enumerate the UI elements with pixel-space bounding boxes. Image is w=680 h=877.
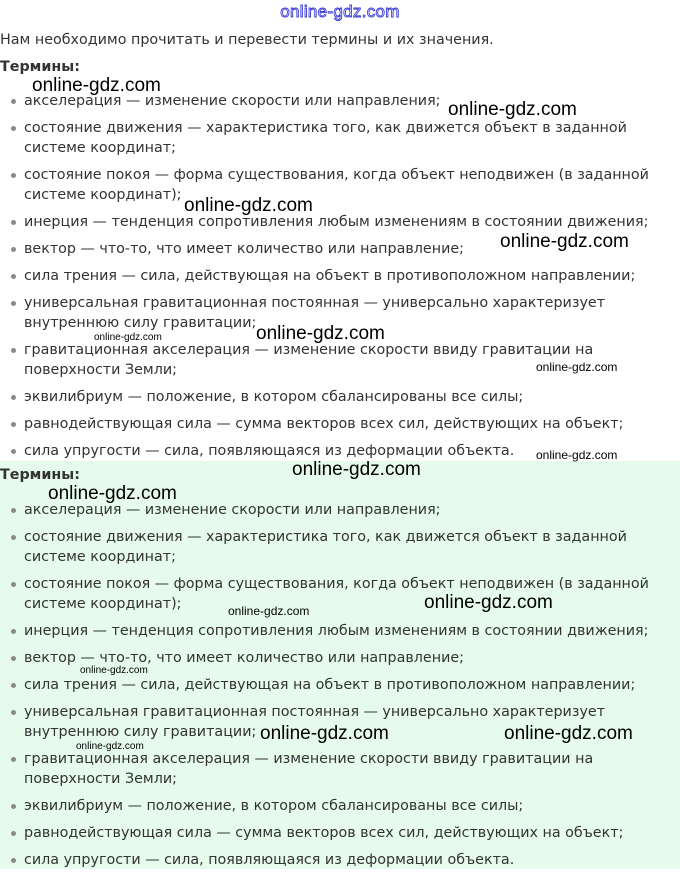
watermark: online-gdz.com (76, 741, 144, 752)
term-text: гравитационная акселерация — изменение скорости ввиду гравитации на поверхности Земли; (24, 342, 594, 378)
term-text: эквилибриум — положение, в котором сбалансированы все силы; (24, 798, 524, 814)
bullet-dot-icon (11, 757, 16, 762)
term-text: равнодействующая сила — сумма векторов всех сил, действующих на объект; (24, 416, 624, 432)
bullet-dot-icon (11, 858, 16, 863)
term-text: акселерация — изменение скорости или направления; (24, 93, 441, 109)
intro-text: Нам необходимо прочитать и перевести термины и их значения. (0, 32, 494, 48)
terms-label-1: Термины: (0, 59, 80, 75)
bullet-dot-icon (11, 301, 16, 306)
term-item (0, 387, 680, 407)
term-text: акселерация — изменение скорости или направления; (24, 502, 441, 518)
term-text: вектор — что-то, что имеет количество или направление; (24, 241, 464, 257)
watermark: online-gdz.com (448, 99, 577, 120)
watermark: online-gdz.com (184, 195, 313, 216)
term-item (0, 441, 680, 461)
terms-list-2 (0, 500, 680, 877)
term-text: сила упругости — сила, появляющаяся из деформации объекта. (24, 852, 515, 868)
bullet-dot-icon (11, 274, 16, 279)
watermark: online-gdz.com (504, 723, 633, 744)
term-text: сила трения — сила, действующая на объект в противоположном направлении; (24, 677, 636, 693)
bullet-dot-icon (11, 831, 16, 836)
watermark: online-gdz.com (500, 231, 629, 252)
watermark: online-gdz.com (260, 723, 389, 744)
term-text: сила упругости — сила, появляющаяся из деформации объекта. (24, 443, 515, 459)
term-text: универсальная гравитационная постоянная — универсально характеризует внутреннюю силу гравитации; (24, 704, 606, 740)
term-text: состояние движения — характеристика того, как движется объект в заданной системе координат; (24, 529, 627, 565)
term-item (0, 165, 680, 205)
term-item (0, 414, 680, 434)
term-item (0, 702, 680, 742)
term-item (0, 212, 680, 232)
watermark: online-gdz.com (32, 75, 161, 96)
bullet-dot-icon (11, 804, 16, 809)
term-item (0, 749, 680, 789)
bullet-dot-icon (11, 508, 16, 513)
bullet-dot-icon (11, 449, 16, 454)
watermark: online-gdz.com (48, 483, 177, 504)
term-text: состояние покоя — форма существования, когда объект неподвижен (в заданной системе координат); (24, 167, 649, 203)
terms-label-2: Термины: (0, 467, 80, 483)
watermark: online-gdz.com (256, 323, 385, 344)
bullet-dot-icon (11, 683, 16, 688)
term-item (0, 574, 680, 614)
term-item (0, 293, 680, 333)
watermark: online-gdz.com (536, 360, 618, 374)
term-item (0, 850, 680, 870)
term-item (0, 675, 680, 695)
term-item (0, 118, 680, 158)
term-item (0, 648, 680, 668)
term-text: эквилибриум — положение, в котором сбалансированы все силы; (24, 389, 524, 405)
bullet-dot-icon (11, 173, 16, 178)
bullet-dot-icon (11, 656, 16, 661)
bullet-dot-icon (11, 348, 16, 353)
bullet-dot-icon (11, 126, 16, 131)
watermark: online-gdz.com (80, 665, 148, 676)
watermark: online-gdz.com (292, 459, 421, 480)
watermark: online-gdz.com (94, 332, 162, 343)
bullet-dot-icon (11, 422, 16, 427)
term-text: инерция — тенденция сопротивления любым изменениям в состоянии движения; (24, 214, 649, 230)
term-text: сила трения — сила, действующая на объект в противоположном направлении; (24, 268, 636, 284)
term-text: инерция — тенденция сопротивления любым изменениям в состоянии движения; (24, 623, 649, 639)
term-item (0, 340, 680, 380)
bullet-dot-icon (11, 395, 16, 400)
term-text: состояние движения — характеристика того, как движется объект в заданной системе координат; (24, 120, 627, 156)
terms-list-1 (0, 91, 680, 468)
term-text: универсальная гравитационная постоянная — универсально характеризует внутреннюю силу гравитации; (24, 295, 606, 331)
bullet-dot-icon (11, 99, 16, 104)
term-text: равнодействующая сила — сумма векторов всех сил, действующих на объект; (24, 825, 624, 841)
bullet-dot-icon (11, 247, 16, 252)
bullet-dot-icon (11, 582, 16, 587)
term-item (0, 621, 680, 641)
bullet-dot-icon (11, 220, 16, 225)
bullet-dot-icon (11, 710, 16, 715)
term-item (0, 239, 680, 259)
watermark: online-gdz.com (228, 604, 310, 618)
bullet-dot-icon (11, 629, 16, 634)
term-item (0, 796, 680, 816)
watermark: online-gdz.com (424, 592, 553, 613)
term-item (0, 500, 680, 520)
watermark: online-gdz.com (536, 448, 618, 462)
term-item (0, 91, 680, 111)
term-item (0, 266, 680, 286)
term-text: гравитационная акселерация — изменение скорости ввиду гравитации на поверхности Земли; (24, 751, 594, 787)
term-text: вектор — что-то, что имеет количество или направление; (24, 650, 464, 666)
site-header-logo[interactable]: online-gdz.com (280, 2, 400, 21)
term-item (0, 527, 680, 567)
term-item (0, 823, 680, 843)
bullet-dot-icon (11, 535, 16, 540)
term-text: состояние покоя — форма существования, когда объект неподвижен (в заданной системе координат); (24, 576, 649, 612)
